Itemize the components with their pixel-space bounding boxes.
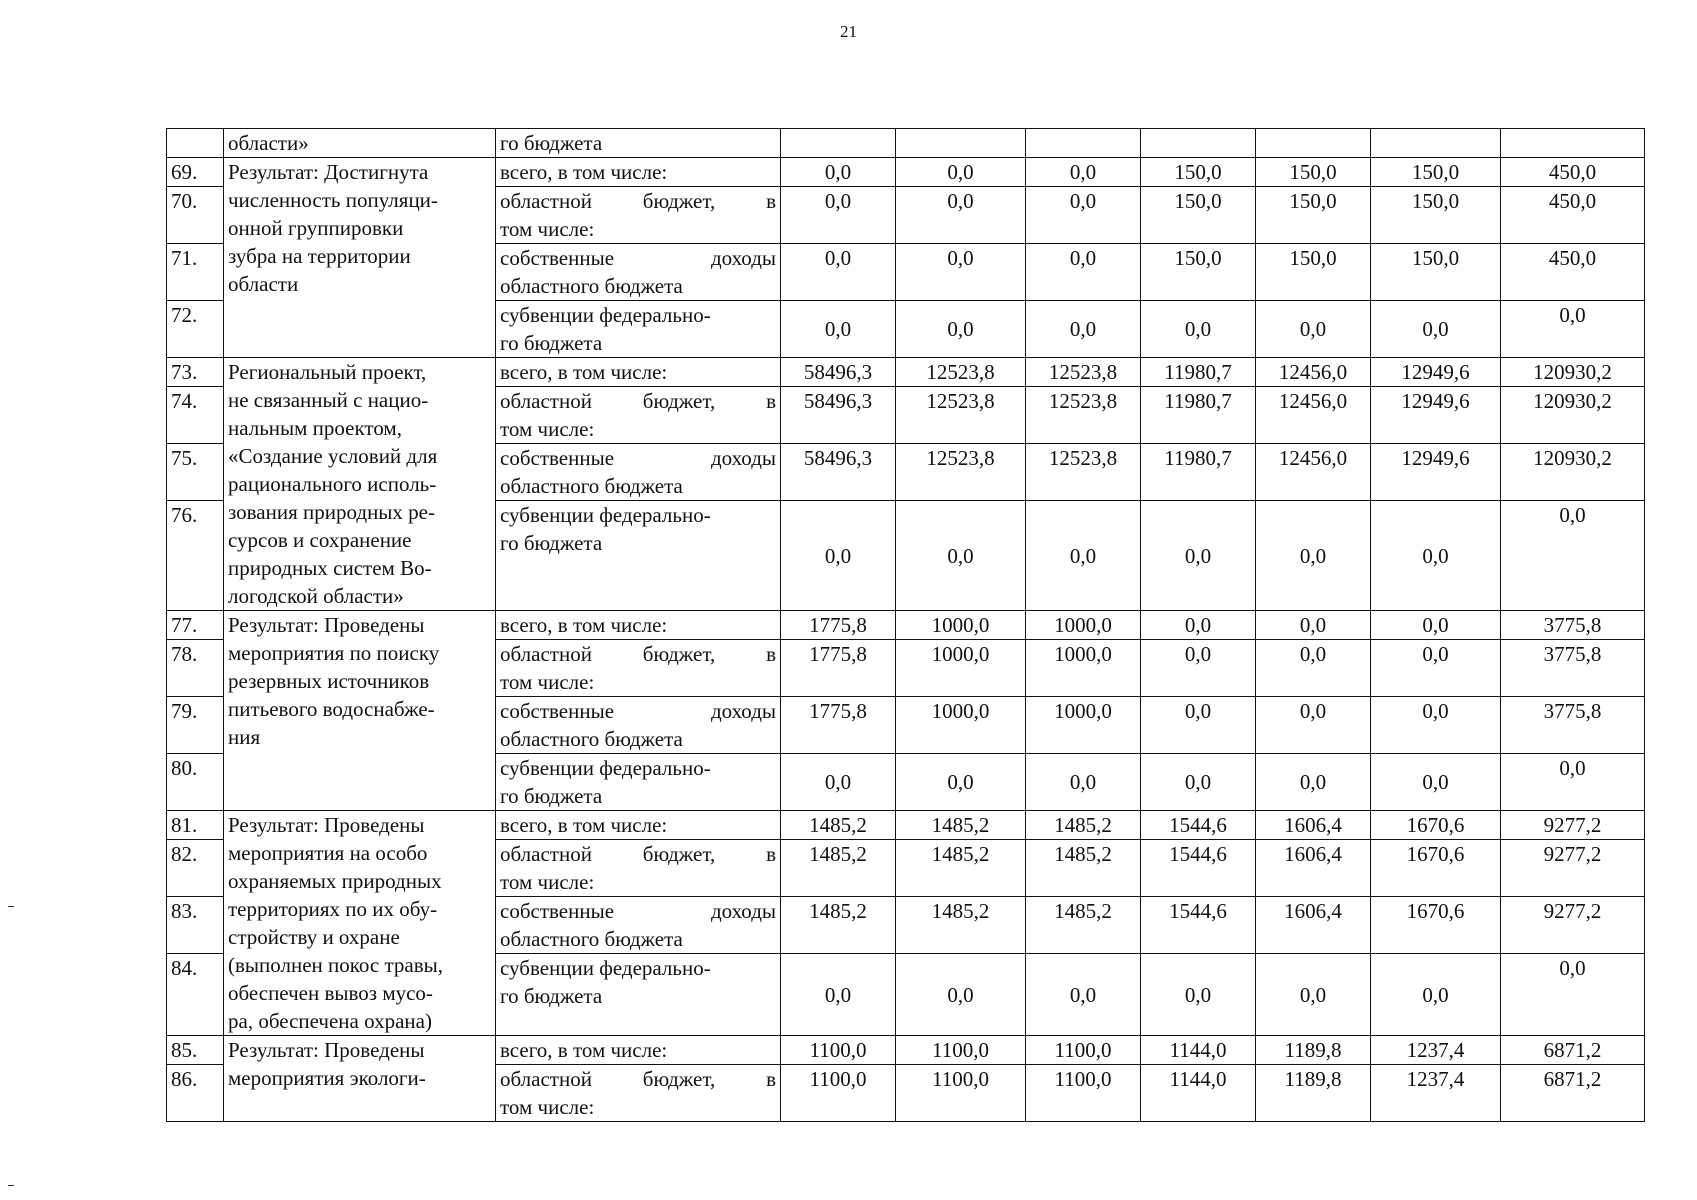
value-cell: 1000,0 (896, 611, 1026, 640)
value-cell: 0,0 (1026, 187, 1141, 244)
value-cell: 11980,7 (1141, 358, 1256, 387)
funding-source-line (500, 187, 776, 215)
description-line: Результат: Проведены (228, 613, 425, 637)
funding-source-word: в (766, 842, 776, 866)
description-line: охраняемых природных (228, 869, 442, 893)
value-cell: 1144,0 (1141, 1065, 1256, 1122)
funding-source (496, 754, 781, 811)
description-line: природных систем Во- (228, 556, 432, 580)
value-cell: 0,0 (896, 244, 1026, 301)
value-cell: 1100,0 (896, 1065, 1026, 1122)
value-cell: 1775,8 (781, 611, 896, 640)
value-cell: 0,0 (781, 158, 896, 187)
value-cell: 0,0 (1026, 954, 1141, 1036)
value-cell: 9277,2 (1501, 897, 1645, 954)
value-cell: 6871,2 (1501, 1065, 1645, 1122)
funding-source (496, 387, 781, 444)
funding-source (496, 811, 781, 840)
value-cell: 0,0 (896, 301, 1026, 358)
funding-source-line (500, 444, 776, 472)
value-cell: 0,0 (1141, 754, 1256, 811)
funding-source (496, 611, 781, 640)
value-cell: 1606,4 (1256, 840, 1371, 897)
value-cell: 0,0 (1371, 301, 1501, 358)
funding-source-line: всего, в том числе: (500, 1038, 668, 1062)
value-cell: 0,0 (781, 954, 896, 1036)
funding-source-word: доходы (710, 246, 776, 270)
value-cell: 120930,2 (1501, 444, 1645, 501)
funding-source (496, 1065, 781, 1122)
value-cell: 0,0 (1256, 697, 1371, 754)
value-cell: 11980,7 (1141, 444, 1256, 501)
description-line: Результат: Проведены (228, 813, 425, 837)
value-cell: 0,0 (781, 754, 896, 811)
funding-source-word: областной (500, 389, 592, 413)
value-cell: 11980,7 (1141, 387, 1256, 444)
value-cell: 58496,3 (781, 358, 896, 387)
value-cell: 0,0 (896, 754, 1026, 811)
table-row (167, 811, 1645, 840)
value-cell: 0,0 (1501, 501, 1645, 611)
row-description (224, 611, 496, 811)
funding-source-line (500, 387, 776, 415)
funding-source-line: том числе: (500, 870, 595, 894)
funding-source-word: в (766, 189, 776, 213)
value-cell: 1100,0 (1026, 1065, 1141, 1122)
value-cell (896, 129, 1026, 158)
value-cell: 150,0 (1256, 158, 1371, 187)
value-cell: 0,0 (1371, 501, 1501, 611)
value-cell: 12523,8 (1026, 358, 1141, 387)
value-cell: 0,0 (1141, 954, 1256, 1036)
value-cell: 0,0 (1371, 697, 1501, 754)
value-cell (781, 129, 896, 158)
funding-source-line: том числе: (500, 1095, 595, 1119)
value-cell: 1100,0 (896, 1036, 1026, 1065)
funding-source (496, 840, 781, 897)
description-line: мероприятия на особо (228, 841, 428, 865)
row-number: 78. (167, 640, 224, 697)
value-cell: 3775,8 (1501, 697, 1645, 754)
row-description (224, 129, 496, 158)
value-cell: 1000,0 (896, 640, 1026, 697)
funding-source-line: областного бюджета (500, 727, 683, 751)
funding-source-line: субвенции федерально- (500, 756, 711, 780)
row-number: 72. (167, 301, 224, 358)
funding-source (496, 301, 781, 358)
value-cell: 1000,0 (1026, 611, 1141, 640)
value-cell: 12523,8 (896, 358, 1026, 387)
table-row (167, 1036, 1645, 1065)
description-line: не связанный с нацио- (228, 388, 429, 412)
value-cell: 1485,2 (781, 840, 896, 897)
value-cell: 12456,0 (1256, 358, 1371, 387)
funding-source-line: областного бюджета (500, 274, 683, 298)
value-cell: 58496,3 (781, 444, 896, 501)
value-cell: 0,0 (781, 244, 896, 301)
funding-source-word: собственные (500, 446, 615, 470)
value-cell: 450,0 (1501, 187, 1645, 244)
funding-source-line: том числе: (500, 670, 595, 694)
description-line: Результат: Проведены (228, 1038, 425, 1062)
value-cell: 0,0 (1256, 640, 1371, 697)
funding-source (496, 187, 781, 244)
value-cell: 1485,2 (781, 897, 896, 954)
value-cell: 0,0 (1026, 244, 1141, 301)
value-cell: 0,0 (1141, 697, 1256, 754)
row-number: 70. (167, 187, 224, 244)
value-cell: 12523,8 (896, 387, 1026, 444)
funding-source-line: всего, в том числе: (500, 813, 668, 837)
value-cell: 0,0 (1026, 501, 1141, 611)
value-cell: 0,0 (781, 301, 896, 358)
row-number: 80. (167, 754, 224, 811)
description-line: области (228, 272, 299, 296)
description-line: сурсов и сохранение (228, 528, 412, 552)
row-number: 77. (167, 611, 224, 640)
value-cell: 0,0 (1371, 954, 1501, 1036)
row-number: 83. (167, 897, 224, 954)
budget-table (166, 128, 1645, 1122)
value-cell: 150,0 (1256, 244, 1371, 301)
value-cell: 1237,4 (1371, 1036, 1501, 1065)
value-cell: 150,0 (1141, 187, 1256, 244)
description-line: численность популяци- (228, 188, 438, 212)
value-cell: 12456,0 (1256, 444, 1371, 501)
funding-source (496, 640, 781, 697)
value-cell: 12949,6 (1371, 387, 1501, 444)
funding-source (496, 897, 781, 954)
funding-source-line: го бюджета (500, 531, 603, 555)
description-line: Региональный проект, (228, 360, 427, 384)
value-cell: 150,0 (1371, 244, 1501, 301)
description-line: рационального исполь- (228, 472, 437, 496)
value-cell: 1670,6 (1371, 897, 1501, 954)
value-cell: 3775,8 (1501, 611, 1645, 640)
row-description (224, 158, 496, 358)
value-cell: 9277,2 (1501, 811, 1645, 840)
row-number: 76. (167, 501, 224, 611)
funding-source-line: го бюджета (500, 984, 603, 1008)
page-number: 21 (840, 22, 857, 41)
row-number: 73. (167, 358, 224, 387)
funding-source-word: доходы (710, 446, 776, 470)
value-cell: 1670,6 (1371, 811, 1501, 840)
funding-source-word: бюджет, (642, 389, 716, 413)
description-line: обеспечен вывоз мусо- (228, 981, 433, 1005)
value-cell: 6871,2 (1501, 1036, 1645, 1065)
table-row (167, 129, 1645, 158)
value-cell: 12523,8 (1026, 387, 1141, 444)
value-cell (1256, 129, 1371, 158)
row-number: 84. (167, 954, 224, 1036)
funding-source-line: го бюджета (500, 131, 603, 155)
value-cell: 0,0 (1026, 301, 1141, 358)
funding-source-word: бюджет, (642, 842, 716, 866)
funding-source-word: бюджет, (642, 189, 716, 213)
funding-source-word: доходы (710, 899, 776, 923)
value-cell: 0,0 (1141, 611, 1256, 640)
funding-source-word: областной (500, 842, 592, 866)
funding-source (496, 697, 781, 754)
value-cell: 1775,8 (781, 697, 896, 754)
value-cell: 1237,4 (1371, 1065, 1501, 1122)
value-cell: 150,0 (1371, 158, 1501, 187)
funding-source-line: го бюджета (500, 331, 603, 355)
value-cell: 1485,2 (896, 811, 1026, 840)
funding-source-word: бюджет, (642, 642, 716, 666)
row-number: 86. (167, 1065, 224, 1122)
value-cell: 9277,2 (1501, 840, 1645, 897)
row-number: 81. (167, 811, 224, 840)
funding-source (496, 129, 781, 158)
margin-mark (8, 1185, 14, 1186)
description-line: зования природных ре- (228, 500, 435, 524)
row-number: 71. (167, 244, 224, 301)
value-cell (1026, 129, 1141, 158)
funding-source-line (500, 640, 776, 668)
funding-source-word: собственные (500, 699, 615, 723)
description-line: резервных источников (228, 669, 430, 693)
row-number: 79. (167, 697, 224, 754)
funding-source (496, 1036, 781, 1065)
value-cell: 1485,2 (1026, 897, 1141, 954)
description-line: стройству и охране (228, 925, 400, 949)
funding-source-word: областной (500, 1067, 592, 1091)
funding-source-word: собственные (500, 899, 615, 923)
value-cell: 1485,2 (1026, 811, 1141, 840)
description-line: мероприятия экологи- (228, 1066, 426, 1090)
row-number: 85. (167, 1036, 224, 1065)
value-cell: 0,0 (896, 187, 1026, 244)
value-cell: 12456,0 (1256, 387, 1371, 444)
description-line: Результат: Достигнута (228, 160, 429, 184)
funding-source-word: в (766, 642, 776, 666)
row-description (224, 1036, 496, 1122)
description-line: онной группировки (228, 216, 404, 240)
description-line: (выполнен покос травы, (228, 953, 444, 977)
value-cell: 150,0 (1256, 187, 1371, 244)
funding-source-line: областного бюджета (500, 927, 683, 951)
funding-source-line (500, 840, 776, 868)
value-cell: 0,0 (1141, 501, 1256, 611)
row-description (224, 811, 496, 1036)
table-row (167, 611, 1645, 640)
description-line: ния (228, 725, 261, 749)
funding-source-line (500, 897, 776, 925)
description-line: мероприятия по поиску (228, 641, 440, 665)
row-description (224, 358, 496, 611)
funding-source-line (500, 244, 776, 272)
value-cell: 0,0 (1026, 754, 1141, 811)
description-line: питьевого водоснабже- (228, 697, 435, 721)
value-cell: 1485,2 (781, 811, 896, 840)
description-line: области» (228, 131, 309, 155)
description-line: нальным проектом, (228, 416, 402, 440)
funding-source (496, 158, 781, 187)
value-cell: 0,0 (1371, 611, 1501, 640)
value-cell: 120930,2 (1501, 387, 1645, 444)
funding-source-word: собственные (500, 246, 615, 270)
value-cell: 0,0 (1501, 954, 1645, 1036)
value-cell: 0,0 (1371, 640, 1501, 697)
funding-source-line (500, 697, 776, 725)
value-cell: 0,0 (1371, 754, 1501, 811)
value-cell: 0,0 (781, 501, 896, 611)
funding-source (496, 444, 781, 501)
value-cell: 150,0 (1141, 158, 1256, 187)
value-cell: 0,0 (1141, 301, 1256, 358)
value-cell: 0,0 (1256, 611, 1371, 640)
funding-source-line: субвенции федерально- (500, 303, 711, 327)
value-cell: 1544,6 (1141, 897, 1256, 954)
value-cell: 1606,4 (1256, 811, 1371, 840)
value-cell: 1775,8 (781, 640, 896, 697)
table-row (167, 358, 1645, 387)
funding-source (496, 954, 781, 1036)
value-cell (1141, 129, 1256, 158)
value-cell: 150,0 (1141, 244, 1256, 301)
funding-source-line: субвенции федерально- (500, 956, 711, 980)
value-cell: 1544,6 (1141, 811, 1256, 840)
funding-source-line: всего, в том числе: (500, 160, 668, 184)
funding-source-line (500, 1065, 776, 1093)
row-number: 82. (167, 840, 224, 897)
value-cell: 1606,4 (1256, 897, 1371, 954)
funding-source-word: областной (500, 189, 592, 213)
funding-source-line: всего, в том числе: (500, 360, 668, 384)
value-cell: 12949,6 (1371, 358, 1501, 387)
table-body (167, 129, 1645, 1122)
value-cell: 1189,8 (1256, 1065, 1371, 1122)
value-cell: 1670,6 (1371, 840, 1501, 897)
value-cell: 0,0 (1256, 954, 1371, 1036)
funding-source-word: в (766, 389, 776, 413)
funding-source (496, 501, 781, 611)
value-cell: 0,0 (1141, 640, 1256, 697)
row-number: 69. (167, 158, 224, 187)
value-cell: 1100,0 (781, 1036, 896, 1065)
value-cell: 1485,2 (896, 897, 1026, 954)
funding-source-word: областной (500, 642, 592, 666)
value-cell: 0,0 (1256, 301, 1371, 358)
margin-mark (8, 906, 14, 907)
value-cell: 1544,6 (1141, 840, 1256, 897)
value-cell (1501, 129, 1645, 158)
value-cell: 58496,3 (781, 387, 896, 444)
funding-source-line: областного бюджета (500, 474, 683, 498)
value-cell: 1144,0 (1141, 1036, 1256, 1065)
funding-source (496, 358, 781, 387)
funding-source-line: том числе: (500, 417, 595, 441)
value-cell: 1000,0 (1026, 697, 1141, 754)
value-cell: 1100,0 (781, 1065, 896, 1122)
value-cell: 0,0 (896, 954, 1026, 1036)
description-line: ра, обеспечена охрана) (228, 1009, 432, 1033)
value-cell: 1100,0 (1026, 1036, 1141, 1065)
value-cell (1371, 129, 1501, 158)
value-cell: 450,0 (1501, 158, 1645, 187)
funding-source-word: в (766, 1067, 776, 1091)
value-cell: 0,0 (1501, 301, 1645, 358)
value-cell: 12523,8 (896, 444, 1026, 501)
table-row (167, 158, 1645, 187)
value-cell: 0,0 (1026, 158, 1141, 187)
description-line: территориях по их обу- (228, 897, 438, 921)
description-line: логодской области» (228, 584, 404, 608)
description-line: зубра на территории (228, 244, 411, 268)
description-line: «Создание условий для (228, 444, 438, 468)
value-cell: 120930,2 (1501, 358, 1645, 387)
value-cell: 0,0 (896, 501, 1026, 611)
value-cell: 150,0 (1371, 187, 1501, 244)
value-cell: 1000,0 (896, 697, 1026, 754)
funding-source-line: субвенции федерально- (500, 503, 711, 527)
value-cell: 0,0 (1256, 501, 1371, 611)
value-cell: 0,0 (781, 187, 896, 244)
funding-source-line: всего, в том числе: (500, 613, 668, 637)
row-number (167, 129, 224, 158)
value-cell: 0,0 (1256, 754, 1371, 811)
value-cell: 0,0 (896, 158, 1026, 187)
value-cell: 1189,8 (1256, 1036, 1371, 1065)
row-number: 75. (167, 444, 224, 501)
value-cell: 0,0 (1501, 754, 1645, 811)
value-cell: 1000,0 (1026, 640, 1141, 697)
value-cell: 1485,2 (896, 840, 1026, 897)
value-cell: 12523,8 (1026, 444, 1141, 501)
funding-source (496, 244, 781, 301)
funding-source-word: доходы (710, 699, 776, 723)
funding-source-line: го бюджета (500, 784, 603, 808)
value-cell: 12949,6 (1371, 444, 1501, 501)
value-cell: 450,0 (1501, 244, 1645, 301)
row-number: 74. (167, 387, 224, 444)
funding-source-word: бюджет, (642, 1067, 716, 1091)
funding-source-line: том числе: (500, 217, 595, 241)
value-cell: 3775,8 (1501, 640, 1645, 697)
value-cell: 1485,2 (1026, 840, 1141, 897)
